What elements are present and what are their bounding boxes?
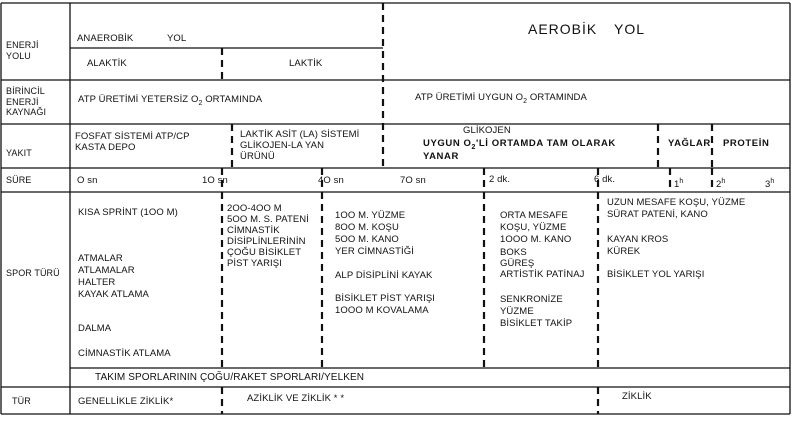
duration-tick-3h (765, 176, 774, 190)
sport-col3-item: 5OO M. KANO (335, 234, 399, 245)
atp-sufficient-suffix: ORTAMINDA (527, 92, 587, 103)
type-acyclic-and-cyclic: AZİKLİK VE ZİKLİK * * (247, 393, 345, 404)
duration-tick-2h-num: 2 (716, 179, 722, 191)
sport-col2-item: 2OO-4OO M (227, 203, 282, 214)
sport-col4-item: KOŞU, YÜZME (500, 222, 567, 233)
duration-tick-3h-num: 3 (765, 179, 771, 191)
lactic-line3: ÜRÜNÜ (240, 151, 275, 162)
atp-insufficient-suffix: ORTAMINDA (202, 94, 263, 105)
team-sports-label: TAKIM SPORLARININ ÇOĞU/RAKET SPORLARI/YELKEN (95, 372, 365, 383)
sport-col4-item: YÜZME (500, 306, 534, 317)
sport-col3-item: BİSİKLET PİST YARIŞI (335, 293, 436, 304)
aerobic-label: AEROBİK (528, 21, 598, 37)
phosphate-system (75, 131, 190, 153)
duration-tick-10s: 1O sn (202, 175, 228, 186)
sport-col3-item: ALP DİSİPLİNİ KAYAK (335, 270, 433, 281)
duration-tick-0: O sn (77, 175, 98, 186)
lactic-line1: LAKTİK ASİT (LA) SİSTEMİ (240, 129, 360, 140)
duration-tick-6min: 6 dk. (594, 174, 616, 185)
sport-col5-item: SÜRAT PATENİ, KANO (607, 209, 708, 220)
lactic-line2: GLİKOJEN-LA YAN (240, 140, 325, 151)
duration-tick-2h (716, 176, 725, 190)
duration-tick-1h-num: 1 (674, 179, 680, 191)
glycogen-burns-word: YANAR (423, 151, 459, 162)
fats-label: YAĞLAR (668, 138, 711, 149)
sport-col2-item: DİSİPLİNLERİNİN (227, 236, 306, 247)
atp-sufficient-sub: 2 (523, 97, 528, 105)
row-label-fuel: YAKIT (6, 148, 32, 158)
sport-col1-item: KAYAK ATLAMA (78, 289, 149, 300)
sport-col4-item: SENKRONİZE (500, 294, 563, 305)
duration-tick-2h-sup: h (721, 178, 726, 185)
duration-tick-1h (674, 176, 683, 190)
duration-tick-3h-sup: h (770, 178, 775, 185)
glycogen-burns-suffix: 'Lİ ORTAMDA TAM OLARAK (476, 138, 616, 149)
glycogen-burns-prefix: UYGUN O (423, 138, 472, 149)
sport-col3-item: YER CİMNASTİĞİ (335, 246, 414, 257)
row-label-primary-energy-line3: KAYNAĞI (6, 107, 47, 117)
sport-col3-item: 1OO M. YÜZME (335, 210, 406, 221)
sport-col5-item: UZUN MESAFE KOŞU, YÜZME (607, 197, 746, 208)
sport-col2-item: CİMNASTİK (227, 225, 280, 236)
sport-col4-item: GÜREŞ (500, 258, 535, 269)
duration-tick-40s: 4O sn (318, 175, 344, 186)
lactic-label: LAKTİK (289, 58, 323, 69)
atp-insufficient-prefix: ATP ÜRETİMİ YETERSİZ O (78, 94, 199, 105)
aerobic-path-word: YOL (614, 21, 646, 37)
row-label-duration: SÜRE (6, 175, 32, 185)
sport-col4-item: ARTİSTİK PATİNAJ (500, 269, 585, 280)
atp-sufficient-o2 (415, 92, 587, 107)
row-label-energy-path (6, 40, 39, 61)
anaerobic-label: ANAEROBİK (77, 33, 134, 44)
glycogen-label: GLİKOJEN (463, 125, 511, 136)
phosphate-line2: KASTA DEPO (75, 142, 136, 153)
row-label-type: TÜR (12, 396, 31, 406)
sport-col1-item: HALTER (78, 277, 116, 288)
sport-col2-list (227, 203, 309, 269)
sport-col1-item: DALMA (78, 323, 112, 334)
protein-label: PROTEİN (723, 138, 770, 149)
type-cyclic: ZİKLİK (622, 391, 652, 402)
sport-col1-item: CİMNASTİK ATLAMA (78, 348, 171, 359)
sport-col5-item: KAYAN KROS (607, 234, 669, 245)
row-label-primary-energy-line2: ENERJİ (6, 96, 39, 107)
sport-col2-item: ÇOĞU BİSİKLET (227, 247, 302, 258)
glycogen-burns-sub: 2 (471, 143, 477, 151)
atp-insufficient-sub: 2 (198, 99, 203, 107)
alactic-label: ALAKTİK (87, 58, 127, 69)
sport-col2-item: PİST YARIŞI (227, 258, 282, 269)
row-label-energy-path-line1: ENERJİ (6, 40, 39, 50)
sport-col1-item: ATMALAR (78, 253, 123, 264)
anaerobic-path-word: YOL (167, 33, 187, 44)
row-label-primary-energy-line1: BİRİNCİL (6, 86, 45, 96)
sport-col3-item: 1OOO M KOVALAMA (335, 305, 429, 316)
row-label-sport-type: SPOR TÜRÜ (6, 268, 60, 278)
phosphate-line1: FOSFAT SİSTEMİ ATP/CP (75, 131, 190, 142)
duration-tick-1h-sup: h (679, 178, 684, 185)
sport-col5-item: BİSİKLET YOL YARIŞI (607, 269, 705, 280)
type-mostly-cyclic: GENELLİKLE ZİKLİK* (78, 396, 174, 407)
sport-col1-item: KISA SPRİNT (1OO M) (78, 207, 178, 218)
row-label-energy-path-line2: YOLU (6, 50, 31, 61)
row-label-primary-energy (6, 86, 46, 118)
sport-col5-item: KÜREK (607, 246, 641, 257)
atp-insufficient-o2 (78, 94, 262, 109)
sport-col3-item: 8OO M. KOŞU (335, 222, 399, 233)
sport-col4-item: BOKS (500, 247, 527, 258)
sport-col4-item: 1OOO M. KANO (500, 234, 572, 245)
sport-col2-item: 5OO M. S. PATENİ (227, 214, 310, 225)
sport-col1-item: ATLAMALAR (78, 265, 135, 276)
sport-col4-item: ORTA MESAFE (500, 210, 568, 221)
atp-sufficient-prefix: ATP ÜRETİMİ UYGUN O (415, 92, 524, 103)
duration-tick-2min: 2 dk. (489, 174, 511, 185)
lactic-acid-system (240, 129, 359, 162)
duration-tick-70s: 7O sn (400, 175, 426, 186)
sport-col4-item: BİSİKLET TAKİP (500, 318, 573, 329)
